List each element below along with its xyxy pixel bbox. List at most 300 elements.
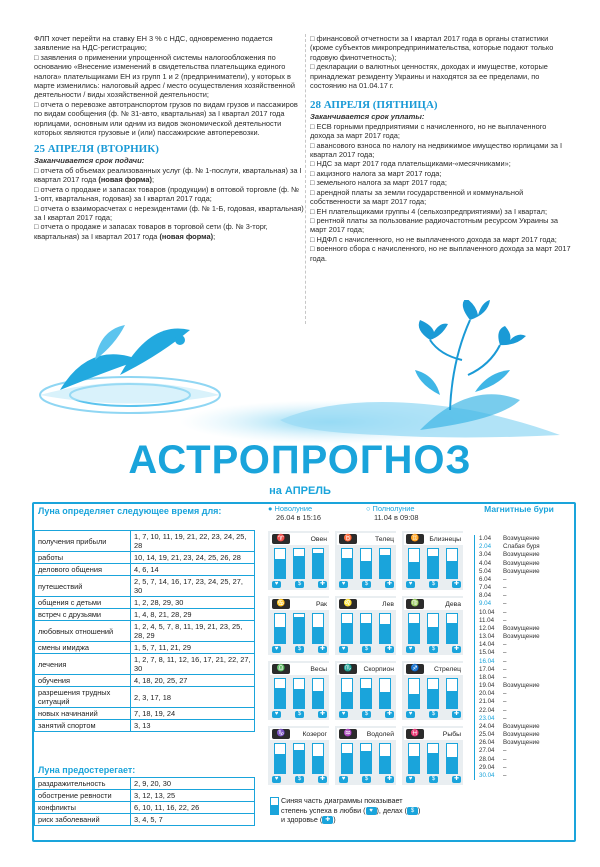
list-item — [475, 682, 566, 690]
item-bold: (новая форма) — [159, 231, 214, 241]
new-moon-date: 26.04 в 15:16 — [276, 513, 322, 522]
right-section-item: □ НДФЛ с начисленного, но не выплаченного дохода за март 2017 года; — [310, 234, 557, 244]
list-item — [475, 658, 566, 666]
money-icon: $ — [295, 776, 304, 783]
bar-icons — [272, 581, 327, 588]
zodiac-name: Стрелец — [434, 665, 461, 673]
right-section-item: □ военного сбора с начисленного, но не выплаченного дохода за март 2017 года. — [310, 244, 571, 263]
list-item — [475, 576, 566, 584]
money-icon: $ — [362, 646, 371, 653]
row-label: делового общения — [35, 564, 131, 576]
money-icon: $ — [429, 581, 438, 588]
row-dates: 10, 14, 19, 21, 23, 24, 25, 26, 28 — [131, 552, 255, 564]
row-label: любовных отношений — [35, 621, 131, 642]
health-icon: ✚ — [453, 776, 460, 782]
storm-date: 9.04 — [479, 600, 492, 608]
storm-date: 14.04 — [479, 641, 495, 649]
zodiac-name: Лев — [382, 600, 394, 608]
storm-status: Возмущение — [503, 722, 540, 730]
health-icon: ✚ — [319, 711, 326, 717]
zodiac-header — [404, 598, 463, 610]
item-text: □ отчета о продаже и запасах товаров в торговой сети (ф. № 3-торг, квартальная) за I квартал 2017 года — [34, 222, 268, 241]
storm-status: Возмущение — [503, 633, 540, 641]
left-item: □ заявления о применении упрощенной системы налогообложения по основанию «Внесение изменений в свидетельства плательщика единого налога» плательщиками ЕН из групп 1 и 2 (предприниматели), у которых в марте изменились: налоговый адрес / место осуществления хозяйственной деятельности / виды хозяйственной деятельности; — [34, 52, 295, 100]
left-column — [34, 34, 306, 241]
bar-fill — [447, 757, 457, 773]
item-text: □ отчета о взаиморасчетах с нерезидентами (ф. № 1-Б, годовая, квартальная) за I квартал 2017 года; — [34, 203, 304, 222]
storm-status: Возмущение — [503, 535, 540, 542]
row-dates: 7, 18, 19, 24 — [131, 708, 255, 720]
bar-business — [293, 678, 305, 709]
bar-love — [408, 548, 420, 579]
row-dates: 1, 2, 7, 8, 11, 12, 16, 17, 21, 22, 27, 30 — [131, 654, 255, 675]
table-row — [35, 720, 255, 732]
luna-good-heading: Луна определяет следующее время для: — [38, 506, 222, 516]
list-item — [475, 739, 566, 747]
bar-love — [341, 548, 353, 579]
list-item — [475, 551, 566, 559]
table-row — [35, 531, 255, 552]
list-item — [475, 649, 566, 657]
bar-love — [274, 743, 286, 774]
storm-date: 3.04 — [479, 551, 492, 559]
heart-icon: ♥ — [366, 807, 377, 815]
bar-fill — [409, 694, 419, 709]
right-section-item: □ рентной платы за пользование радиочастотным ресурсом Украины за март 2017 года; — [310, 215, 558, 235]
item-bold: (новая форма) — [98, 175, 152, 185]
heart-icon: ♥ — [272, 776, 281, 783]
bar-business — [427, 743, 439, 774]
table-row — [35, 642, 255, 654]
zodiac-sign-icon: ♓ — [406, 729, 424, 739]
storm-status: – — [503, 600, 507, 608]
full-moon-label: Полнолуние — [372, 504, 415, 513]
bar-icons — [406, 646, 461, 653]
table-row — [35, 778, 255, 790]
right-section-item: □ ЕН плательщиками группы 4 (сельхозпредприятиями) за I квартал; — [310, 206, 547, 216]
left-item: □ отчета о перевозке автотранспортом грузов по видам грузов и пассажиров по видам сообщения (ф. № 31-авто, квартальная) за I квартал 2017 года юрлицами, основным или одним из видов экономической деятельности которых являются грузовые и (или) пассажирские автоперевозки. — [34, 99, 298, 138]
bar-love — [274, 678, 286, 709]
full-moon-date: 11.04 в 09:08 — [374, 513, 419, 522]
legend-close: ) — [418, 805, 421, 815]
legend-filled-swatch — [270, 806, 279, 815]
storm-status: – — [503, 690, 507, 698]
bar-icons — [339, 776, 394, 783]
bar-business — [427, 678, 439, 709]
astro-title: АСТРОПРОГНОЗ — [128, 438, 472, 482]
item-tail: ; — [151, 175, 155, 185]
money-icon: $ — [429, 646, 438, 653]
zodiac-sign-icon: ♊ — [406, 534, 424, 544]
row-dates: 1, 4, 8, 21, 28, 29 — [131, 609, 255, 621]
storm-status: – — [503, 771, 507, 779]
luna-warn-table — [34, 777, 255, 826]
zodiac-header — [270, 663, 329, 675]
heart-icon: ♥ — [339, 646, 348, 653]
bar-business — [360, 548, 372, 579]
bar-fill — [294, 556, 304, 578]
row-dates: 2, 5, 7, 14, 16, 17, 23, 24, 25, 27, 30 — [131, 576, 255, 597]
bar-fill — [380, 555, 390, 578]
right-section-item: □ земельного налога за март 2017 года; — [310, 178, 447, 188]
floral-decoration — [0, 300, 600, 450]
zodiac-cell — [401, 530, 464, 591]
zodiac-cell — [267, 595, 330, 656]
item-text: □ отчета о продаже и запасах товаров (продукции) в оптовой торговле (ф. № 1-опт, квартальная, годовая) за I квартал 2017 года; — [34, 184, 300, 204]
storm-status: Возмущение — [503, 551, 540, 559]
zodiac-sign-icon: ♐ — [406, 664, 424, 674]
money-icon: $ — [295, 646, 304, 653]
left-section-item — [34, 204, 306, 223]
zodiac-name: Телец — [375, 535, 394, 543]
zodiac-sign-icon: ♉ — [339, 534, 357, 544]
bar-fill — [342, 623, 352, 643]
storm-date: 17.04 — [479, 665, 495, 673]
bar-fill — [361, 751, 371, 773]
bar-business — [427, 613, 439, 644]
storm-date: 10.04 — [479, 608, 495, 616]
right-section-list — [310, 122, 572, 263]
row-label: конфликты — [35, 802, 131, 814]
row-dates: 1, 2, 4, 5, 7, 8, 11, 19, 21, 23, 25, 28, 29 — [131, 621, 255, 642]
health-icon: ✚ — [322, 816, 333, 824]
bar-fill — [380, 692, 390, 708]
row-dates: 2, 9, 20, 30 — [131, 778, 255, 790]
zodiac-cell — [334, 660, 397, 721]
flower-shape — [498, 326, 526, 345]
table-row — [35, 790, 255, 802]
zodiac-header — [404, 728, 463, 740]
bar-fill — [294, 750, 304, 773]
bar-icons — [339, 646, 394, 653]
zodiac-legend — [270, 796, 466, 824]
right-item: □ декларации о валютных ценностях, доходах и имуществе, которые принадлежат резиденту Украины и находятся за ее пределами, по состоянию на 01.04.17 г. — [310, 62, 548, 91]
magnetic-heading: Магнитные бури — [484, 504, 554, 514]
bar-health — [379, 548, 391, 579]
bar-business — [360, 743, 372, 774]
astro-subtitle: на АПРЕЛЬ — [269, 485, 331, 497]
row-label: общения с детьми — [35, 597, 131, 609]
list-item — [475, 698, 566, 706]
left-section-list — [34, 166, 306, 241]
bar-icons — [272, 711, 327, 718]
health-icon: ✚ — [453, 581, 460, 587]
row-label: разрешения трудных ситуаций — [35, 687, 131, 708]
money-icon: $ — [295, 711, 304, 718]
right-section-item: □ ЕСВ горными предприятиями с начисленного, но не выплаченного дохода за март 2017 года; — [310, 121, 547, 141]
heart-icon: ♥ — [339, 581, 348, 588]
storm-date: 1.04 — [479, 535, 492, 542]
zodiac-name: Козерог — [302, 730, 327, 738]
bar-love — [341, 678, 353, 709]
bar-fill — [447, 561, 457, 578]
row-label: лечения — [35, 654, 131, 675]
storm-date: 22.04 — [479, 706, 495, 714]
bar-love — [341, 743, 353, 774]
storm-status: – — [503, 616, 507, 624]
storm-status: Возмущение — [503, 559, 540, 567]
bar-fill — [409, 562, 419, 578]
luna-good-table — [34, 530, 255, 732]
bar-health — [446, 743, 458, 774]
stem-shape — [468, 345, 500, 375]
storm-date: 23.04 — [479, 714, 495, 722]
magnetic-list — [474, 535, 566, 780]
zodiac-header — [337, 663, 396, 675]
bar-icons — [339, 711, 394, 718]
row-dates: 3, 12, 13, 25 — [131, 790, 255, 802]
zodiac-grid — [267, 530, 468, 790]
storm-date: 8.04 — [479, 592, 492, 600]
list-item — [475, 747, 566, 755]
bar-fill — [409, 623, 419, 643]
flower-shape — [419, 320, 448, 340]
bar-love — [408, 613, 420, 644]
row-label: обострение ревности — [35, 790, 131, 802]
bar-health — [312, 678, 324, 709]
row-label: раздражительность — [35, 778, 131, 790]
storm-date: 21.04 — [479, 698, 495, 706]
zodiac-name: Рак — [315, 600, 327, 608]
right-section-item: □ НДС за март 2017 года плательщиками-«месячниками»; — [310, 159, 511, 169]
right-section-item: □ арендной платы за земли государственной и коммунальной собственности за март 2017 года; — [310, 187, 524, 207]
row-dates: 1, 7, 10, 11, 19, 21, 22, 23, 24, 25, 28 — [131, 531, 255, 552]
bar-fill — [428, 627, 438, 643]
table-row — [35, 621, 255, 642]
row-label: риск заболеваний — [35, 814, 131, 826]
money-icon: $ — [429, 776, 438, 783]
bar-business — [427, 548, 439, 579]
storm-date: 12.04 — [479, 624, 495, 632]
money-icon: $ — [295, 581, 304, 588]
health-icon: ✚ — [319, 776, 326, 782]
list-item — [475, 641, 566, 649]
storm-date: 26.04 — [479, 739, 495, 747]
zodiac-name: Дева — [445, 600, 461, 608]
bar-icons — [406, 581, 461, 588]
zodiac-cell — [267, 660, 330, 721]
storm-date: 25.04 — [479, 731, 495, 739]
bar-health — [312, 548, 324, 579]
storm-date: 27.04 — [479, 747, 495, 755]
table-row — [35, 675, 255, 687]
list-item — [475, 674, 566, 682]
list-item — [475, 609, 566, 617]
bar-fill — [361, 623, 371, 643]
bar-fill — [275, 754, 285, 773]
bar-fill — [447, 691, 457, 708]
bar-fill — [428, 753, 438, 773]
health-icon: ✚ — [453, 711, 460, 717]
zodiac-sign-icon: ♎ — [272, 664, 290, 674]
storm-date: 20.04 — [479, 690, 495, 698]
storm-date: 2.04 — [479, 543, 492, 551]
table-row — [35, 597, 255, 609]
legend-empty-swatch — [270, 797, 279, 806]
table-row — [35, 564, 255, 576]
health-icon: ✚ — [386, 776, 393, 782]
bar-business — [293, 743, 305, 774]
bar-health — [446, 678, 458, 709]
row-label: встреч с друзьями — [35, 609, 131, 621]
section-title-28-april: 28 АПРЕЛЯ (ПЯТНИЦА) — [310, 99, 438, 112]
zodiac-header — [337, 533, 396, 545]
heart-icon: ♥ — [406, 711, 415, 718]
bar-fill — [313, 756, 323, 773]
storm-status: Слабая буря — [503, 543, 540, 551]
legend-line-2: степень успеха в любви ( — [281, 805, 366, 815]
zodiac-cell — [401, 660, 464, 721]
list-item — [475, 617, 566, 625]
zodiac-name: Водолей — [366, 730, 394, 738]
row-dates: 1, 2, 28, 29, 30 — [131, 597, 255, 609]
zodiac-name: Овен — [310, 535, 327, 543]
bar-fill — [275, 627, 285, 643]
table-row — [35, 576, 255, 597]
list-item — [475, 560, 566, 568]
storm-status: – — [503, 755, 507, 763]
list-item — [475, 600, 566, 608]
zodiac-cell — [267, 725, 330, 786]
storm-status: – — [503, 698, 507, 706]
storm-status: – — [503, 575, 507, 583]
storm-status: – — [503, 592, 507, 600]
bar-health — [379, 613, 391, 644]
storm-date: 4.04 — [479, 559, 492, 567]
storm-status: – — [503, 641, 507, 649]
bar-icons — [339, 581, 394, 588]
leaf-shape — [415, 370, 440, 395]
zodiac-cell — [334, 725, 397, 786]
zodiac-sign-icon: ♈ — [272, 534, 290, 544]
bar-icons — [272, 646, 327, 653]
table-row — [35, 708, 255, 720]
list-item — [475, 756, 566, 764]
list-item — [475, 772, 566, 780]
list-item — [475, 764, 566, 772]
storm-date: 30.04 — [479, 771, 495, 779]
storm-status: Возмущение — [503, 682, 540, 690]
bar-business — [293, 548, 305, 579]
list-item — [475, 568, 566, 576]
zodiac-sign-icon: ♋ — [272, 599, 290, 609]
bar-health — [446, 548, 458, 579]
storm-status: – — [503, 649, 507, 657]
health-icon: ✚ — [386, 581, 393, 587]
storm-status: Возмущение — [503, 731, 540, 739]
right-column — [310, 34, 572, 263]
storm-date: 6.04 — [479, 575, 492, 583]
heart-icon: ♥ — [272, 646, 281, 653]
bar-fill — [313, 627, 323, 643]
list-item — [475, 625, 566, 633]
bar-fill — [428, 556, 438, 578]
bar-business — [360, 613, 372, 644]
right-item: □ финансовой отчетности за I квартал 2017 года в органы статистики (кроме субъектов микропредпринимательства, которые подают только годовую финотчетность); — [310, 34, 554, 62]
list-item — [475, 723, 566, 731]
heart-icon: ♥ — [406, 646, 415, 653]
zodiac-name: Близнецы — [429, 535, 461, 543]
right-section-item: □ акцизного налога за март 2017 года; — [310, 168, 442, 178]
list-item — [475, 731, 566, 739]
storm-status: – — [503, 714, 507, 722]
bar-fill — [342, 558, 352, 578]
bar-icons — [406, 711, 461, 718]
storm-date: 16.04 — [479, 657, 495, 665]
bar-fill — [380, 756, 390, 773]
stem-shape — [450, 320, 470, 410]
row-label: обучения — [35, 675, 131, 687]
storm-status: – — [503, 584, 507, 592]
health-icon: ✚ — [453, 646, 460, 652]
row-label: получения прибыли — [35, 531, 131, 552]
list-item — [475, 535, 566, 543]
health-icon: ✚ — [386, 646, 393, 652]
zodiac-name: Весы — [310, 665, 327, 673]
heart-icon: ♥ — [406, 581, 415, 588]
zodiac-header — [337, 728, 396, 740]
table-row — [35, 609, 255, 621]
bar-fill — [294, 617, 304, 643]
leaf-shape — [475, 370, 510, 392]
luna-warn-heading: Луна предостерегает: — [38, 765, 136, 775]
bar-fill — [447, 623, 457, 643]
money-icon: $ — [407, 807, 418, 815]
bar-fill — [380, 624, 390, 643]
storm-date: 15.04 — [479, 649, 495, 657]
row-dates: 4, 6, 14 — [131, 564, 255, 576]
list-item — [475, 666, 566, 674]
bar-health — [379, 743, 391, 774]
bar-love — [408, 678, 420, 709]
list-item — [475, 543, 566, 551]
row-dates: 2, 3, 17, 18 — [131, 687, 255, 708]
heart-icon: ♥ — [406, 776, 415, 783]
zodiac-name: Скорпион — [363, 665, 394, 673]
table-row — [35, 814, 255, 826]
storm-date: 29.04 — [479, 763, 495, 771]
row-dates: 6, 10, 11, 16, 22, 26 — [131, 802, 255, 814]
storm-date: 13.04 — [479, 633, 495, 641]
new-moon-label: Новолуние — [274, 504, 313, 513]
heart-icon: ♥ — [339, 776, 348, 783]
storm-status: – — [503, 706, 507, 714]
heart-icon: ♥ — [272, 711, 281, 718]
storm-date: 18.04 — [479, 673, 495, 681]
bar-health — [446, 613, 458, 644]
row-label: работы — [35, 552, 131, 564]
storm-date: 5.04 — [479, 567, 492, 575]
row-label: смены имиджа — [35, 642, 131, 654]
bar-icons — [406, 776, 461, 783]
bar-health — [312, 743, 324, 774]
list-item — [475, 715, 566, 723]
money-icon: $ — [362, 711, 371, 718]
bar-fill — [342, 753, 352, 773]
heart-icon: ♥ — [339, 711, 348, 718]
list-item — [475, 584, 566, 592]
section-subtitle: Заканчивается срок уплаты: — [310, 112, 425, 122]
bar-fill — [361, 561, 371, 578]
zodiac-sign-icon: ♑ — [272, 729, 290, 739]
row-label: путешествий — [35, 576, 131, 597]
bar-love — [341, 613, 353, 644]
zodiac-cell — [334, 595, 397, 656]
full-moon-icon: ○ — [366, 504, 371, 513]
new-moon-icon: ● — [268, 504, 273, 513]
storm-status: – — [503, 673, 507, 681]
table-row — [35, 552, 255, 564]
